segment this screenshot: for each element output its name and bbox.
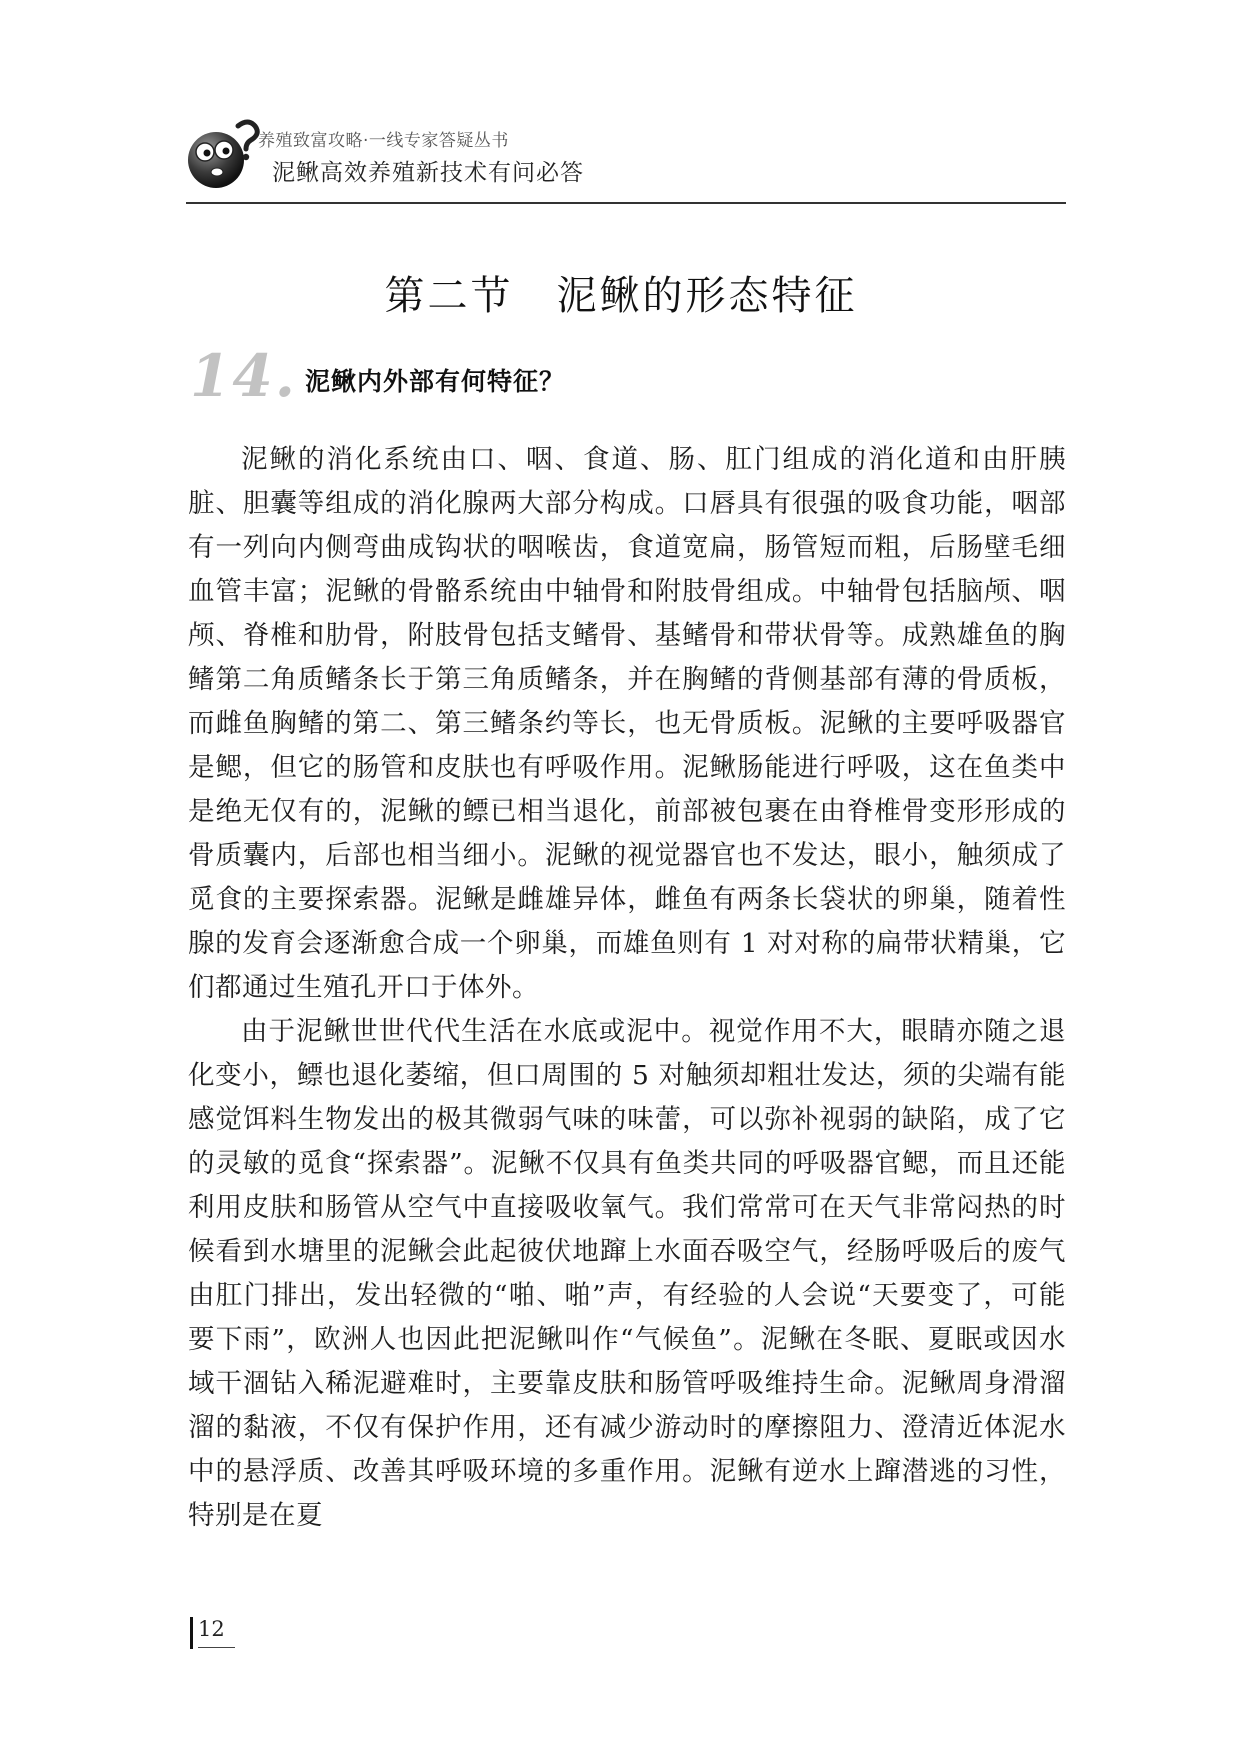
question-heading: 泥鳅内外部有何特征？ [305, 367, 566, 396]
section-title: 第二节 泥鳅的形态特征 [384, 273, 858, 319]
paragraph-1: 泥鳅的消化系统由口、咽、食道、肠、肛门组成的消化道和由肝胰脏、胆囊等组成的消化腺两大部分构成。口唇具有很强的吸食功能，咽部有一列向内侧弯曲成钩状的咽喉齿，食道宽扁，肠管短而粗，后肠壁毛细血管丰富；泥鳅的骨骼系统由中轴骨和附肢骨组成。中轴骨包括脑颅、咽颅、脊椎和肋骨，附肢骨包括支鳍骨、基鳍骨和带状骨等。成熟雄鱼的胸鳍第二角质鳍条长于第三角质鳍条，并在胸鳍的背侧基部有薄的骨质板，而雌鱼胸鳍的第二、第三鳍条约等长，也无骨质板。泥鳅的主要呼吸器官是鳃，但它的肠管和皮肤也有呼吸作用。泥鳅肠能进行呼吸，这在鱼类中是绝无仅有的，泥鳅的鳔已相当退化，前部被包裹在由脊椎骨变形形成的骨质囊内，后部也相当细小。泥鳅的视觉器官也不发达，眼小，触须成了觅食的主要探索器。泥鳅是雌雄异体，雌鱼有两条长袋状的卵巢，随着性腺的发育会逐渐愈合成一个卵巢，而雄鱼则有 1 对对称的扁带状精巢，它们都通过生殖孔开口于体外。 [188, 444, 1066, 1003]
paragraph-2: 由于泥鳅世世代代生活在水底或泥中。视觉作用不大，眼睛亦随之退化变小，鳔也退化萎缩，但口周围的 5 对触须却粗壮发达，须的尖端有能感觉饵料生物发出的极其微弱气味的味蕾，可以弥补视弱的缺陷，成了它的灵敏的觅食“探索器”。泥鳅不仅具有鱼类共同的呼吸器官鳃，而且还能利用皮肤和肠管从空气中直接吸收氧气。我们常常可在天气非常闷热的时候看到水塘里的泥鳅会此起彼伏地蹿上水面吞吸空气，经肠呼吸后的废气由肛门排出，发出轻微的“啪、啪”声，有经验的人会说“天要变了，可能要下雨”，欧洲人也因此把泥鳅叫作“气候鱼”。泥鳅在冬眠、夏眠或因水域干涸钻入稀泥避难时，主要靠皮肤和肠管呼吸维持生命。泥鳅周身滑溜溜的黏液，不仅有保护作用，还有减少游动时的摩擦阻力、澄清近体泥水中的悬浮质、改善其呼吸环境的多重作用。泥鳅有逆水上蹿潜逃的习性，特别是在夏 [188, 1016, 1066, 1531]
mascot-logo-icon [186, 114, 262, 194]
body-text [188, 438, 1066, 1538]
page-number-underline [198, 1647, 235, 1648]
page-number: 12 [198, 1617, 225, 1641]
book-title: 泥鳅高效养殖新技术有问必答 [272, 160, 584, 186]
series-title: 养殖致富攻略·一线专家答疑丛书 [258, 131, 509, 151]
question-number: 14. [190, 342, 297, 410]
running-header [186, 106, 1066, 210]
page-number-bar [190, 1617, 193, 1649]
header-rule [186, 202, 1066, 204]
